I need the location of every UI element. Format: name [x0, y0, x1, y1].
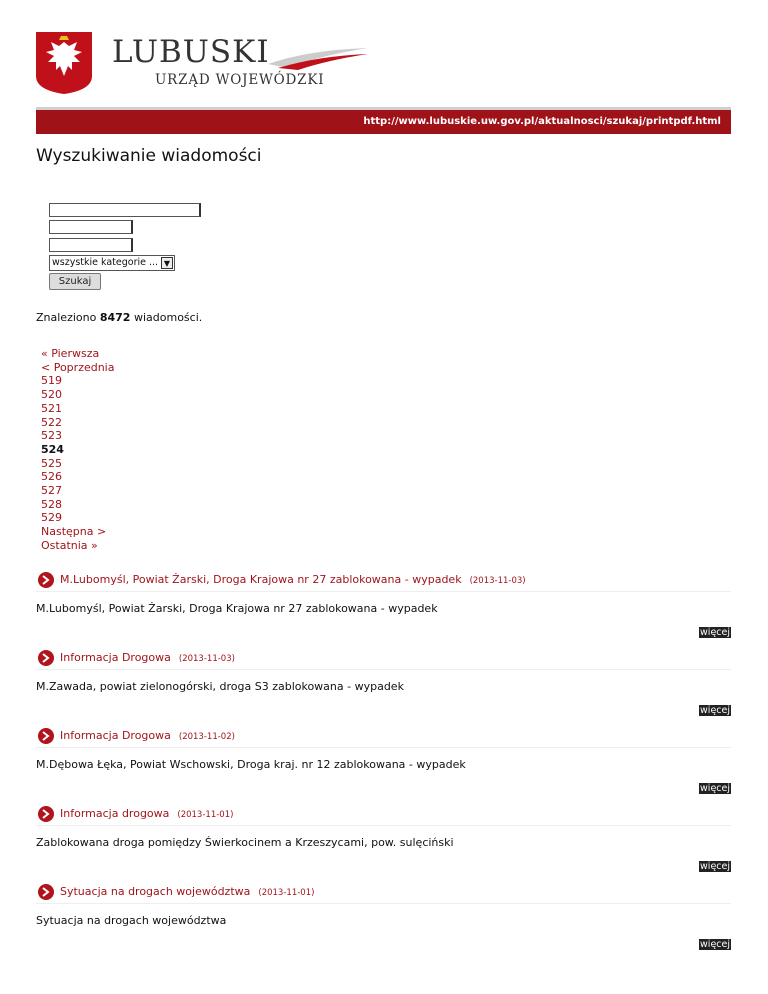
news-title[interactable]: Informacja Drogowa [60, 729, 171, 742]
pager-current-page: 524 [41, 442, 64, 456]
dropdown-arrow-icon[interactable]: ▼ [161, 257, 173, 269]
news-summary: M.Lubomyśl, Powiat Żarski, Droga Krajowa nr 27 zablokowana - wypadek [36, 602, 438, 615]
flag-swoosh-icon [268, 46, 368, 70]
news-header [36, 727, 731, 748]
news-header [36, 649, 731, 670]
read-more-link[interactable]: więcej [700, 627, 730, 638]
news-date: (2013-11-01) [177, 810, 234, 820]
pager-page[interactable]: 528 [41, 497, 62, 511]
news-summary: Sytuacja na drogach województwa [36, 914, 227, 927]
coat-of-arms-icon [36, 32, 92, 94]
news-title-link[interactable] [60, 573, 526, 586]
date-to-input[interactable] [49, 238, 133, 252]
news-header [36, 571, 731, 592]
pager-page[interactable]: 519 [41, 374, 62, 388]
news-date: (2013-11-03) [178, 654, 235, 664]
page-title: Wyszukiwanie wiadomości [36, 146, 262, 166]
pager-page[interactable]: 522 [41, 415, 62, 429]
pagination [41, 347, 114, 553]
pager-next[interactable]: Następna > [41, 525, 107, 539]
chevron-right-icon [38, 572, 54, 588]
news-title-link[interactable] [60, 729, 235, 742]
logo-title: LUBUSKI [112, 34, 270, 70]
chevron-right-icon [38, 806, 54, 822]
pager-page[interactable]: 529 [41, 511, 62, 525]
news-date: (2013-11-02) [178, 732, 235, 742]
read-more-link[interactable]: więcej [700, 939, 730, 950]
logo-subtitle: URZĄD WOJEWÓDZKI [155, 72, 325, 88]
pager-page[interactable]: 526 [41, 470, 62, 484]
chevron-right-icon [38, 650, 54, 666]
page-url[interactable]: http://www.lubuskie.uw.gov.pl/aktualnosci/szukaj/printpdf.html [363, 116, 721, 127]
news-header [36, 805, 731, 826]
news-title[interactable]: Informacja drogowa [60, 807, 170, 820]
news-title[interactable]: M.Lubomyśl, Powiat Żarski, Droga Krajowa nr 27 zablokowana - wypadek [60, 573, 462, 586]
results-count [36, 311, 202, 324]
pager-page[interactable]: 521 [41, 401, 62, 415]
results-number: 8472 [99, 311, 131, 324]
results-prefix: Znaleziono [36, 311, 97, 324]
news-item [36, 727, 731, 805]
news-item [36, 805, 731, 883]
news-summary: M.Zawada, powiat zielonogórski, droga S3 zablokowana - wypadek [36, 680, 404, 693]
date-from-input[interactable] [49, 220, 133, 234]
news-item [36, 571, 731, 649]
pager-page[interactable]: 520 [41, 388, 62, 402]
chevron-right-icon [38, 884, 54, 900]
read-more-link[interactable]: więcej [700, 861, 730, 872]
category-select-value: wszystkie kategorie ... [52, 257, 159, 268]
news-summary: M.Dębowa Łęka, Powiat Wschowski, Droga kraj. nr 12 zablokowana - wypadek [36, 758, 466, 771]
news-item [36, 649, 731, 727]
read-more-link[interactable]: więcej [700, 705, 730, 716]
pager-page[interactable]: 525 [41, 456, 62, 470]
pager-prev[interactable]: < Poprzednia [41, 360, 115, 374]
news-item [36, 883, 731, 961]
search-input[interactable] [49, 203, 201, 217]
news-title[interactable]: Informacja Drogowa [60, 651, 171, 664]
news-header [36, 883, 731, 904]
pager-first[interactable]: « Pierwsza [41, 347, 100, 360]
news-title[interactable]: Sytuacja na drogach województwa [60, 885, 251, 898]
url-bar [36, 107, 731, 134]
news-title-link[interactable] [60, 807, 233, 820]
news-summary: Zablokowana droga pomiędzy Świerkocinem a Krzeszycami, pow. sulęciński [36, 836, 454, 849]
read-more-link[interactable]: więcej [700, 783, 730, 794]
results-suffix: wiadomości. [133, 311, 203, 324]
pager-last[interactable]: Ostatnia » [41, 538, 98, 552]
pager-page[interactable]: 527 [41, 484, 62, 498]
news-date: (2013-11-03) [469, 576, 526, 586]
search-button[interactable]: Szukaj [49, 273, 101, 290]
pager-page[interactable]: 523 [41, 429, 62, 443]
site-header [36, 30, 736, 98]
news-date: (2013-11-01) [258, 888, 315, 898]
news-title-link[interactable] [60, 885, 314, 898]
category-select[interactable] [49, 255, 175, 271]
chevron-right-icon [38, 728, 54, 744]
news-title-link[interactable] [60, 651, 235, 664]
